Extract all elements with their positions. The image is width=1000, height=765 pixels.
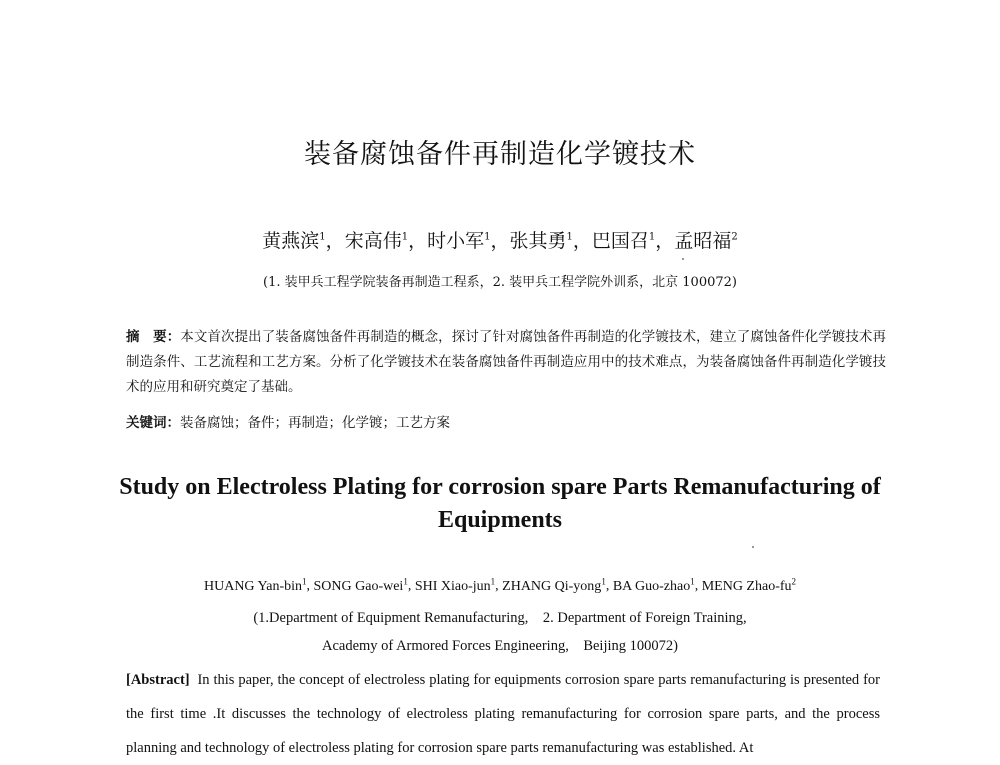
english-affiliation-line1: (1.Department of Equipment Remanufacturing, 2. Department of Foreign Training, xyxy=(253,610,747,626)
chinese-author: 黄燕滨$^1$ xyxy=(262,230,326,252)
chinese-keywords-label: 关键词： xyxy=(126,415,180,431)
chinese-author: 时小军$^1$ xyxy=(427,230,491,252)
chinese-author: 宋高伟$^1$ xyxy=(344,230,409,252)
english-author: HUANG Yan-bin$^1$ xyxy=(203,576,307,594)
english-title: Study on Electroless Plating for corrosion spare Parts Remanufacturing of Equipments xyxy=(119,474,881,533)
english-author: SONG Gao-wei$^1$ xyxy=(313,576,408,594)
scan-speck xyxy=(752,546,754,548)
scan-speck xyxy=(682,258,684,260)
chinese-author: 张其勇$^1$ xyxy=(509,230,573,252)
chinese-keywords xyxy=(126,411,886,431)
english-abstract-text: In this paper, the concept of electroless plating for equipments corrosion spare parts remanufacturing is presented for the first time .It discusses the technology of electroless plating remanufacturing for corrosion spare parts, and the process planning and technology of electroless plating for corrosion spare parts remanufacturing was established. At xyxy=(126,672,881,756)
chinese-title: 装备腐蚀备件再制造化学镀技术 xyxy=(304,139,696,170)
english-author: SHI Xiao-jun$^1$ xyxy=(414,576,496,594)
english-abstract xyxy=(126,663,880,765)
chinese-author: 孟昭福$^2$ xyxy=(674,230,738,252)
english-affiliation-line2: Academy of Armored Forces Engineering, Beijing 100072) xyxy=(322,638,678,654)
chinese-keywords-text: 装备腐蚀；备件；再制造；化学镀；工艺方案 xyxy=(180,415,450,431)
chinese-author: 巴国召$^1$ xyxy=(591,230,656,252)
chinese-author-list: 黄燕滨$^1$，宋高伟$^1$，时小军$^1$，张其勇$^1$，巴国召$^1$，孟昭福$^2$ xyxy=(262,230,738,252)
chinese-abstract-label: 摘 要： xyxy=(126,329,181,345)
chinese-abstract xyxy=(126,325,886,400)
english-author: MENG Zhao-$fu^2$ xyxy=(701,576,797,594)
english-abstract-label: [Abstract] xyxy=(126,672,190,688)
english-author: BA Guo-zhao$^1$ xyxy=(612,576,695,594)
chinese-affiliation: (1. 装甲兵工程学院装备再制造工程系，2. 装甲兵工程学院外训系，北京 100072) xyxy=(263,275,737,290)
chinese-abstract-text: 本文首次提出了装备腐蚀备件再制造的概念，探讨了针对腐蚀备件再制造的化学镀技术，建立了腐蚀备件化学镀技术再制造条件、工艺流程和工艺方案。分析了化学镀技术在装备腐蚀备件再制造应用中的技术难点，为装备腐蚀备件再制造化学镀技术的应用和研究奠定了基础。 xyxy=(126,329,887,395)
english-author-list: HUANG Yan-bin$^1$, SONG Gao-wei$^1$, SHI Xiao-jun$^1$, ZHANG Qi-yong$^1$, BA Guo-zhao$^1$, MENG Zhao-$fu^2$ xyxy=(203,576,797,594)
english-author: ZHANG Qi-yong$^1$ xyxy=(502,576,606,594)
